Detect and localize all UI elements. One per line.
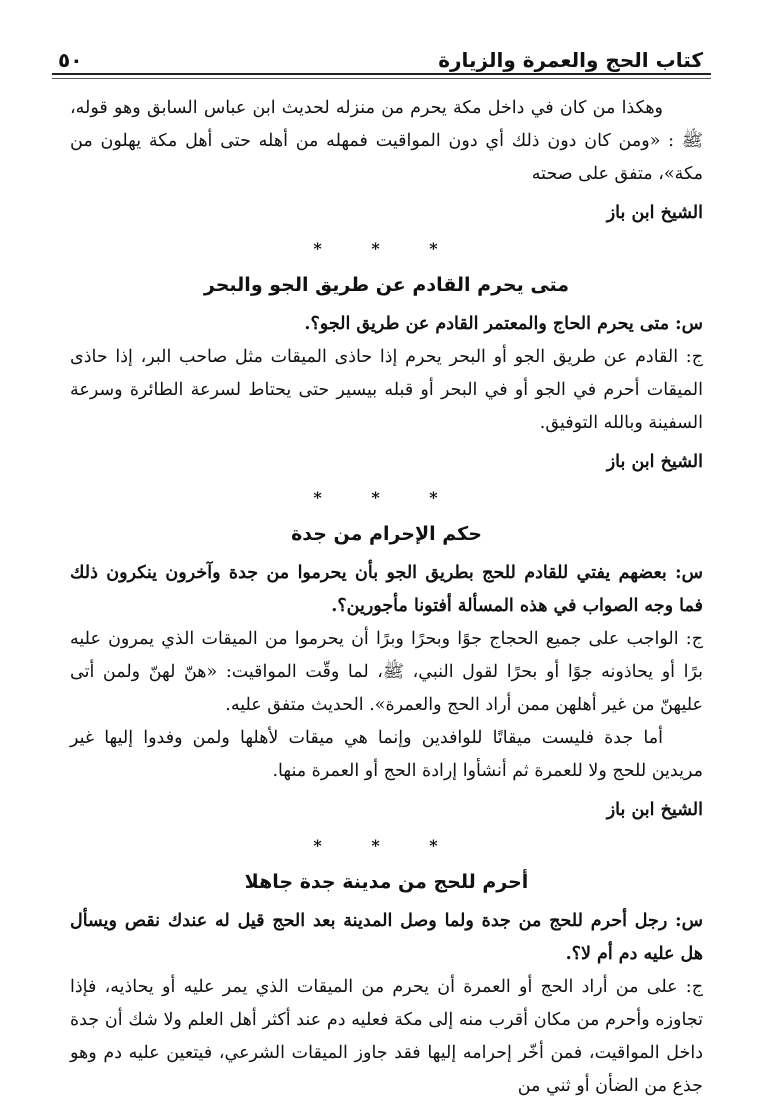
intro-paragraph: وهكذا من كان في داخل مكة يحرم من منزله لحديث ابن عباس السابق وهو قوله، ﷺ : «ومن كان دون ذلك أي دون المواقيت فمهله من أهله حتى أهل مكة يهلون من مكة»، متفق على صحته (70, 98, 703, 184)
answer: ج: على من أراد الحج أو العمرة أن يحرم من الميقات الذي يمر عليه أو يحاذيه، فإذا تجاوزه وأحرم من مكان أقرب منه إلى مكة فعليه دم عند أكثر أهل العلم ولا شك أن جدة داخل المواقيت، فمن أخّر إحرامه إليها فقد جاوز الميقات الشرعي، فيتعين عليه دم وهو جذع من الضأن أو ثني من (70, 977, 703, 1096)
running-title: كتاب الحج والعمرة والزيارة (438, 48, 703, 72)
header-rule (52, 73, 711, 75)
page-number: ٥٠ (58, 48, 83, 72)
section-separator: * * * (313, 836, 460, 855)
section-heading: حكم الإحرام من جدة (291, 523, 482, 545)
answer: ج: القادم عن طريق الجو أو البحر يحرم إذا حاذى الميقات مثل صاحب البر، إذا حاذى الميقات أحرم في الجو أو في البحر أو قبله بيسير حتى يحتاط لسرعة الطائرة وسرعة السفينة وبالله التوفيق. (70, 347, 703, 433)
section-separator: * * * (313, 239, 460, 258)
question: س: متى يحرم الحاج والمعتمر القادم عن طريق الجو؟. (304, 314, 703, 334)
section-heading: متى يحرم القادم عن طريق الجو والبحر (203, 274, 570, 296)
section-separator: * * * (313, 488, 460, 507)
question: س: رجل أحرم للحج من جدة ولما وصل المدينة بعد الحج قيل له عندك نقص ويسأل هل عليه دم أم لا؟. (70, 911, 703, 964)
signature: الشيخ ابن باز (606, 452, 703, 472)
answer-continuation: أما جدة فليست ميقاتًا للوافدين وإنما هي ميقات لأهلها ولمن وفدوا إليها غير مريدين للحج ولا للعمرة ثم أنشأوا إرادة الحج أو العمرة منها. (70, 728, 703, 781)
section-heading: أحرم للحج من مدينة جدة جاهلا (244, 871, 529, 893)
signature: الشيخ ابن باز (606, 800, 703, 820)
signature: الشيخ ابن باز (606, 203, 703, 223)
question: س: بعضهم يفتي للقادم للحج بطريق الجو بأن يحرموا من جدة وآخرون ينكرون ذلك فما وجه الصواب في هذه المسألة أفتونا مأجورين؟. (70, 563, 703, 616)
page-header (58, 40, 703, 72)
header-rule-thin (52, 78, 711, 79)
answer: ج: الواجب على جميع الحجاج جوًا وبحرًا وبرًا أن يحرموا من الميقات الذي يمرون عليه برًا أو يحاذونه جوًا أو بحرًا لقول النبي، ﷺ، لما وقّت المواقيت: «هنّ لهنّ ولمن أتى عليهنّ من غير أهلهن ممن أراد الحج والعمرة». الحديث متفق عليه. (70, 629, 704, 715)
page-content (70, 92, 703, 1103)
